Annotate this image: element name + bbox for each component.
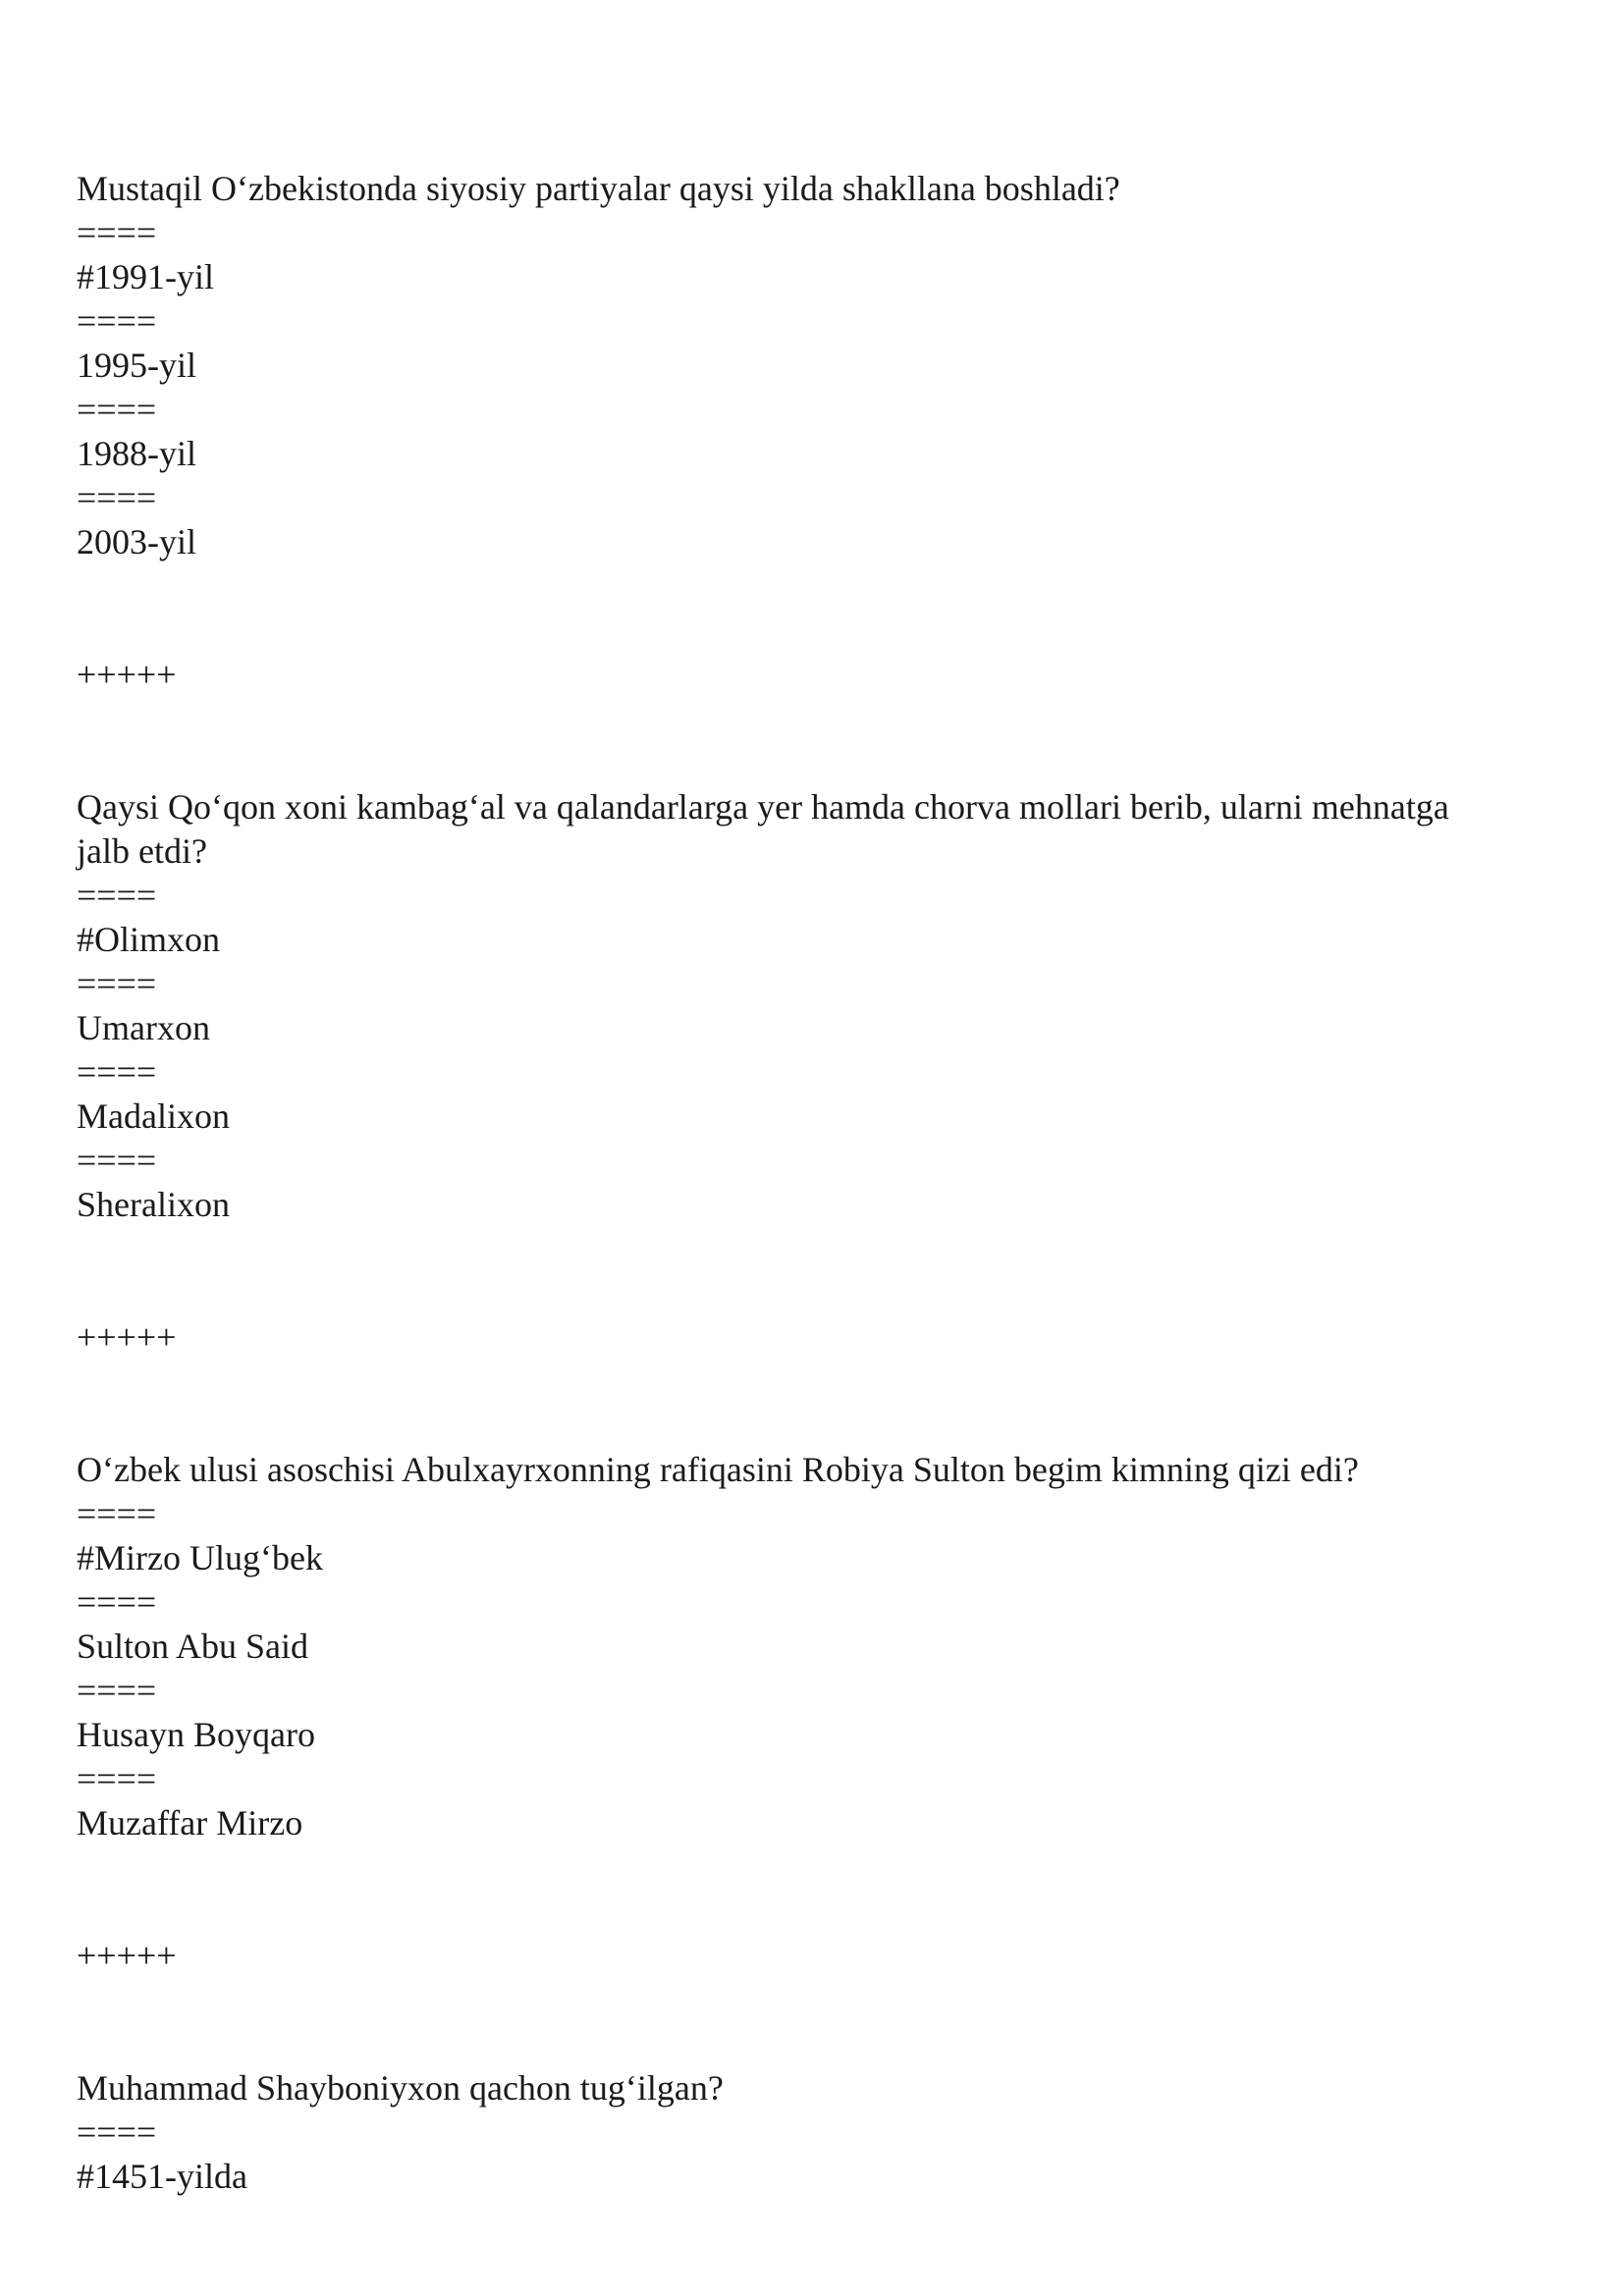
question-2-answer-3: Madalixon [77, 1096, 230, 1136]
question-2-separator-1: ==== [77, 876, 157, 915]
question-3-separator-1: ==== [77, 1494, 157, 1533]
question-4-separator-1: ==== [77, 2112, 157, 2152]
question-1-answer-4: 2003-yil [77, 522, 196, 561]
question-1-answer-2: 1995-yil [77, 346, 196, 385]
question-4-answer-1: #1451-yilda [77, 2157, 247, 2196]
question-2-answer-2: Umarxon [77, 1008, 210, 1047]
question-3-separator-3: ==== [77, 1671, 157, 1710]
question-2-separator-3: ==== [77, 1052, 157, 1092]
question-3-separator-4: ==== [77, 1759, 157, 1798]
question-1-text: Mustaqil O‘zbekistonda siyosiy partiyalar qaysi yilda shakllana boshladi? [77, 169, 1120, 208]
question-3-end-marker: +++++ [77, 1936, 177, 1975]
question-2-separator-2: ==== [77, 964, 157, 1003]
question-1-separator-1: ==== [77, 213, 157, 252]
question-2-separator-4: ==== [77, 1141, 157, 1180]
question-4-text: Muhammad Shayboniyxon qachon tug‘ilgan? [77, 2068, 724, 2108]
question-2-answer-1: #Olimxon [77, 920, 221, 959]
question-2-end-marker: +++++ [77, 1317, 177, 1357]
question-3-answer-3: Husayn Boyqaro [77, 1715, 315, 1754]
question-1-answer-3: 1988-yil [77, 434, 196, 473]
question-1-end-marker: +++++ [77, 655, 177, 694]
question-3-separator-2: ==== [77, 1582, 157, 1622]
question-2-text-line-1: Qaysi Qo‘qon xoni kambag‘al va qalandarlarga yer hamda chorva mollari berib, ularni mehnatga [77, 787, 1449, 827]
question-3-answer-4: Muzaffar Mirzo [77, 1803, 303, 1842]
question-1-separator-4: ==== [77, 478, 157, 517]
question-1-separator-2: ==== [77, 301, 157, 341]
question-2-text-line-2: jalb etdi? [77, 831, 207, 871]
question-1-separator-3: ==== [77, 390, 157, 429]
question-2-answer-4: Sheralixon [77, 1185, 230, 1224]
question-3-answer-2: Sulton Abu Said [77, 1627, 309, 1666]
question-3-text: O‘zbek ulusi asoschisi Abulxayrxonning rafiqasini Robiya Sulton begim kimning qizi edi? [77, 1450, 1359, 1489]
question-1-answer-1: #1991-yil [77, 257, 214, 296]
question-3-answer-1: #Mirzo Ulug‘bek [77, 1538, 323, 1577]
